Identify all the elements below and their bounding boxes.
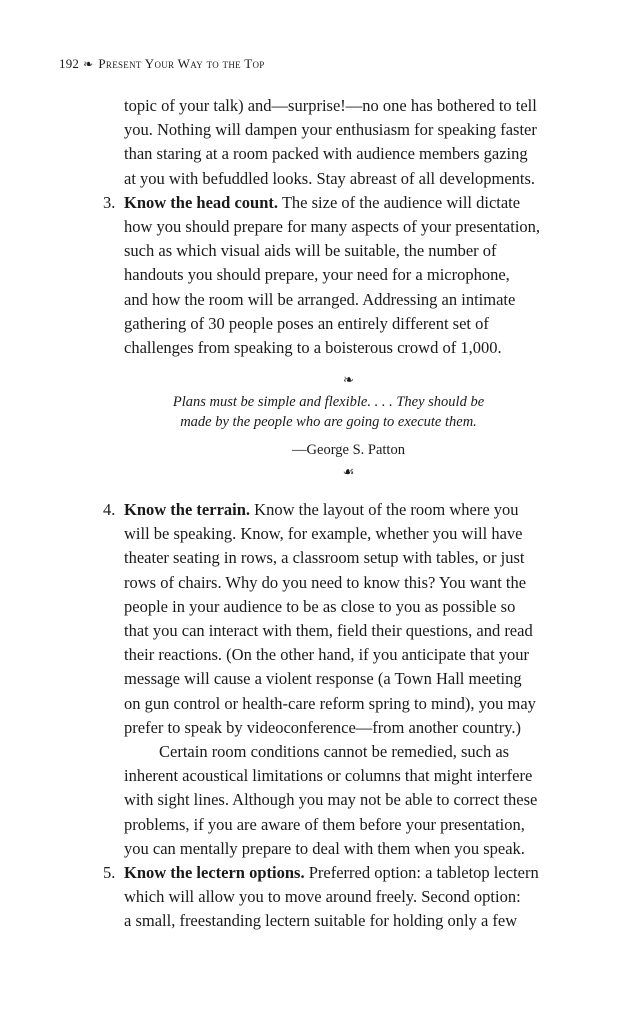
text-line: you can mentally prepare to deal with them when you speak. — [124, 838, 525, 858]
text-line: people in your audience to be as close to you as possible so — [124, 596, 516, 616]
quote-attribution: —George S. Patton — [292, 442, 405, 459]
list-item-3 — [103, 191, 573, 360]
text-line: challenges from speaking to a boisterous crowd of 1,000. — [124, 337, 502, 357]
text-line — [103, 861, 573, 885]
page-number: 192 — [59, 56, 80, 71]
text-line: at you with befuddled looks. Stay abreast of all developments. — [124, 168, 536, 188]
text-line: gathering of 30 people poses an entirely different set of — [124, 313, 489, 333]
text-line: theater seating in rows, a classroom setup with tables, or just — [124, 548, 525, 568]
reversed-fleuron-icon: ☙ — [342, 464, 355, 480]
text-line — [103, 191, 573, 215]
text-line: which will allow you to move around freely. Second option: — [124, 887, 521, 907]
text-line: prefer to speak by videoconference—from another country.) — [124, 717, 522, 737]
continuation-paragraph — [103, 94, 573, 191]
fleuron-icon: ❧ — [83, 57, 94, 71]
quote-line: Plans must be simple and flexible. . . . They should be — [172, 394, 485, 411]
text-line: Certain room conditions cannot be remedied, such as — [159, 741, 510, 761]
text-line: problems, if you are aware of them before your presentation, — [124, 814, 525, 834]
text-line: message will cause a violent response (a Town Hall meeting — [124, 669, 522, 689]
item-heading: Know the terrain. — [124, 500, 251, 520]
quote-text — [124, 392, 573, 432]
list-item-4 — [103, 498, 573, 861]
text-line: on gun control or health-care reform spring to mind), you may — [124, 693, 536, 713]
text-line: will be speaking. Know, for example, whether you will have — [124, 524, 523, 544]
item-number: 4. — [103, 500, 116, 520]
item-heading: Know the lectern options. — [124, 862, 305, 882]
item-heading: Know the head count. — [124, 192, 279, 212]
text-line: how you should prepare for many aspects of your presentation, — [124, 216, 541, 236]
list-item-5 — [103, 861, 573, 934]
text-line: you. Nothing will dampen your enthusiasm for speaking faster — [124, 120, 537, 140]
item-number: 3. — [103, 192, 116, 212]
text-line: rows of chairs. Why do you need to know this? You want the — [124, 572, 527, 592]
text-line: such as which visual aids will be suitable, the number of — [124, 241, 497, 261]
text-line: that you can interact with them, field their questions, and read — [124, 621, 533, 640]
text-line: with sight lines. Although you may not be able to correct these — [124, 790, 538, 810]
book-title: Present Your Way to the Top — [98, 56, 265, 71]
fleuron-icon: ❧ — [343, 372, 354, 388]
text-line: and how the room will be arranged. Addressing an intimate — [124, 289, 516, 309]
running-head — [59, 56, 265, 72]
text-line: their reactions. (On the other hand, if you anticipate that your — [124, 645, 530, 665]
text-run: Preferred option: a tabletop lectern — [304, 862, 539, 882]
text-run: Know the layout of the room where you — [250, 500, 519, 520]
text-run: The size of the audience will dictate — [278, 192, 521, 212]
text-line: topic of your talk) and—surprise!—no one has bothered to tell — [124, 96, 537, 115]
text-line: than staring at a room packed with audience members gazing — [124, 144, 528, 164]
epigraph — [103, 368, 573, 498]
text-line: inherent acoustical limitations or columns that might interfere — [124, 766, 533, 786]
text-line: a small, freestanding lectern suitable for holding only a few — [124, 911, 518, 931]
text-line: handouts you should prepare, your need for a microphone, — [124, 265, 510, 285]
body-text — [103, 94, 573, 933]
quote-line: made by the people who are going to execute them. — [180, 414, 477, 431]
text-line — [103, 498, 573, 522]
item-number: 5. — [103, 862, 116, 882]
